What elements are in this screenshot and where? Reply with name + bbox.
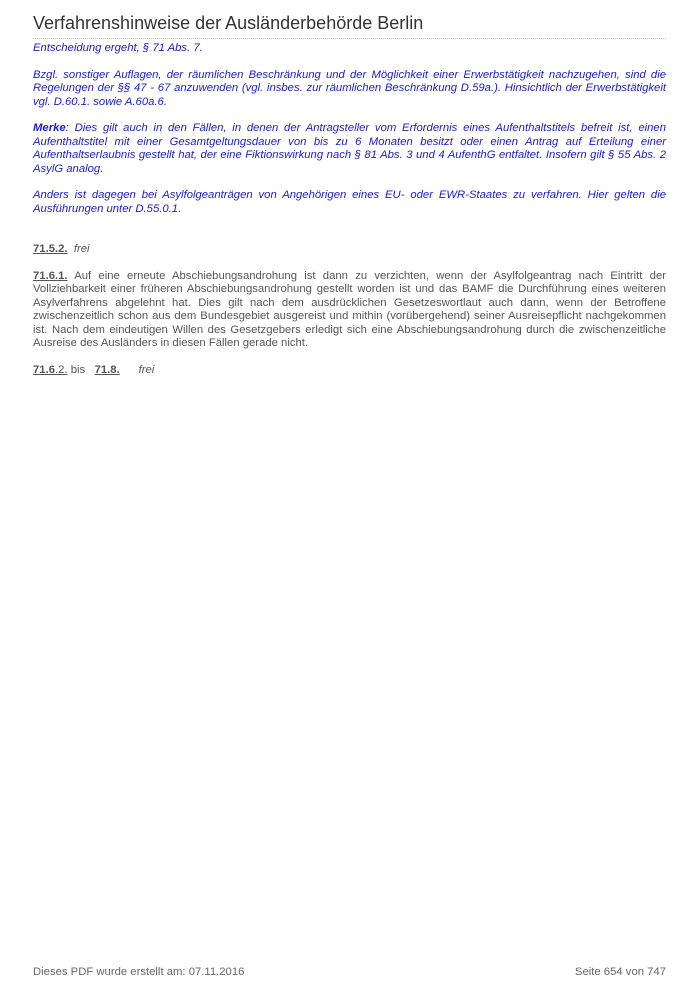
document-body (33, 42, 666, 377)
section-number-light: .2. (55, 363, 68, 376)
creation-date: Dieses PDF wurde erstellt am: 07.11.2016 (33, 966, 245, 978)
paragraph-conditions: Bzgl. sonstiger Auflagen, der räumlichen Beschränkung und der Möglichkeit einer Erwerbstätigkeit nachzugehen, sind die Regelungen der §§ 47 - 67 anzuwenden (vgl. insbes. zur räumlichen Beschränkung D.59a.). Hinsichtlich der Erwerbstätigkeit vgl. D.60.1. sowie A.60a.6. (33, 68, 666, 108)
page-header (33, 12, 666, 39)
section-71-6-1 (33, 270, 666, 350)
page-title: Verfahrenshinweise der Ausländerbehörde Berlin (33, 13, 424, 33)
section-71-6-2-to-71-8 (33, 364, 666, 377)
paragraph-note (33, 122, 666, 176)
section-number-bold: 71.6 (33, 363, 55, 376)
section-text: frei (138, 363, 155, 376)
section-text: frei (73, 243, 90, 256)
section-text: Auf eine erneute Abschiebungsandrohung ist dann zu verzichten, wenn der Asylfolgeantrag nach Eintritt der Vollziehbarkeit einer früheren Abschiebungsandrohung gestellt worden ist und das BAMF die Durchführung eines weiteren Asylverfahrens abgelehnt hat. Dies gilt nach dem ausdrücklichen Gesetzeswortlaut auch dann, wenn der Betroffene zwischenzeitlich schon aus dem Bundesgebiet ausgereist und mithin (vorübergehend) seiner Ausreisepflicht nachgekommen ist. Nach dem eindeutigen Willen des Gesetzgebers erledigt sich eine Abschiebungsandrohung durch die zwischenzeitliche Ausreise des Ausländers in diesen Fällen gerade nicht. (33, 270, 666, 350)
section-number: 71.6.1. (33, 270, 68, 283)
note-text: : Dies gilt auch in den Fällen, in denen der Antragsteller vom Erfordernis eines Aufenthaltstitels befreit ist, einen Aufenthaltstitel mit einer Gesamtgeltungsdauer von bis zu 6 Monaten besitzt oder einen Antrag auf Erteilung einer Aufenthaltserlaubnis gestellt hat, der eine Fiktionswirkung nach § 81 Abs. 3 und 4 AufenthG entfaltet. Insofern gilt § 55 Abs. 2 AsylG analog. (33, 122, 666, 175)
paragraph-decision: Entscheidung ergeht, § 71 Abs. 7. (33, 42, 203, 54)
section-71-5-2 (33, 243, 666, 256)
page-number: Seite 654 von 747 (574, 966, 666, 978)
paragraph-eu-note: Anders ist dagegen bei Asylfolgeanträgen von Angehörigen eines EU- oder EWR-Staates zu verfahren. Hier gelten die Ausführungen unter D.55.0.1. (33, 189, 666, 215)
section-number-end: 71.8. (94, 363, 120, 376)
note-label: Merke (33, 122, 66, 135)
range-word: bis (70, 363, 86, 376)
page-footer (33, 966, 666, 978)
section-number: 71.5.2. (33, 243, 68, 256)
